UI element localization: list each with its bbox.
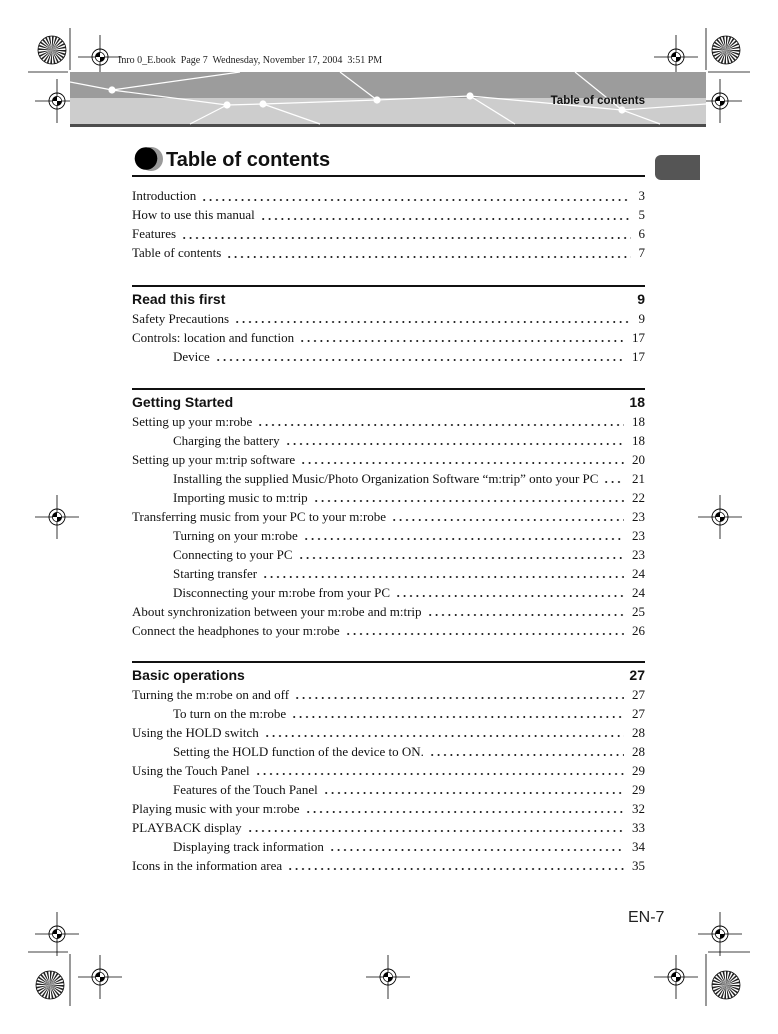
toc-entry-title: Using the HOLD switch [132, 724, 259, 740]
dot-leader [225, 243, 630, 262]
toc-entry [132, 309, 645, 328]
toc-entry [132, 186, 645, 205]
toc-entry-title: Transferring music from your PC to your m:robe [132, 508, 387, 524]
toc-entry-title: Playing music with your m:robe [132, 800, 300, 816]
toc-entry-page: 18 [632, 432, 645, 448]
registration-mark-icon [698, 495, 742, 539]
toc-entry-page: 24 [632, 565, 645, 581]
toc-entry-page: 22 [632, 489, 645, 505]
toc-entry-title: Controls: location and function [132, 329, 295, 345]
toc-subentry [132, 469, 645, 488]
toc-entry-page: 24 [632, 584, 645, 600]
running-head: Table of contents [550, 95, 645, 107]
dot-leader [297, 545, 624, 564]
page-number-label: EN-7 [628, 909, 665, 926]
toc-entry-page: 17 [632, 348, 645, 364]
registration-mark-icon [78, 955, 122, 999]
registration-mark-icon [366, 955, 410, 999]
toc-entry-title: Features [132, 226, 177, 241]
section-page: 9 [637, 290, 645, 307]
toc-entry-page: 17 [632, 329, 645, 345]
registration-target-icon [36, 971, 64, 999]
dot-leader [302, 526, 624, 545]
section-page: 18 [629, 393, 645, 410]
toc-entry-title: Setting up your m:trip software [132, 451, 296, 467]
dot-leader [293, 685, 624, 704]
toc-entry-title: To turn on the m:robe [173, 705, 287, 721]
dot-leader [322, 780, 624, 799]
toc-entry-page: 28 [632, 724, 645, 740]
section-title: Basic operations [132, 666, 245, 683]
section-page: 27 [629, 666, 645, 683]
toc-entry-page: 23 [632, 508, 645, 524]
section-heading [132, 390, 645, 412]
toc-entry-title: Turning the m:robe on and off [132, 686, 290, 702]
toc-entry-title: Using the Touch Panel [132, 762, 250, 778]
toc-intro-list [132, 186, 645, 262]
toc-subentry [132, 780, 645, 799]
toc-entry [132, 761, 645, 780]
dot-leader [299, 450, 624, 469]
toc-entry-title: Icons in the information area [132, 857, 283, 873]
toc-entry-title: Connecting to your PC [173, 546, 293, 562]
dot-leader [233, 309, 630, 328]
toc-entry-page: 35 [632, 857, 645, 873]
toc-entry-page: 9 [638, 310, 645, 326]
toc-entry-title: Setting up your m:robe [132, 413, 253, 429]
toc-entry-page: 33 [632, 819, 645, 835]
toc-entry-page: 32 [632, 800, 645, 816]
toc-entry-title: Charging the battery [173, 432, 280, 448]
section-heading [132, 663, 645, 685]
toc-section [132, 661, 645, 875]
dot-leader [246, 818, 624, 837]
section-heading [132, 287, 645, 309]
toc-entry-title: Disconnecting your m:robe from your PC [173, 584, 390, 600]
toc-entry-page: 29 [632, 762, 645, 778]
toc-entry [132, 621, 645, 640]
toc-entry [132, 602, 645, 621]
book-file-header: Inro 0_E.book Page 7 Wednesday, November 17, 2004 3:51 PM [118, 55, 383, 66]
toc-entry [132, 507, 645, 526]
toc-entry-page: 27 [632, 705, 645, 721]
toc-entry-title: Connect the headphones to your m:robe [132, 622, 340, 638]
toc-entry [132, 856, 645, 875]
toc-subentry [132, 742, 645, 761]
toc-subentry [132, 704, 645, 723]
toc-entry [132, 723, 645, 742]
page-title: Table of contents [166, 149, 331, 171]
toc-subentry [132, 431, 645, 450]
dot-leader [259, 205, 631, 224]
toc-subentry [132, 488, 645, 507]
toc-entry-title: Starting transfer [173, 565, 258, 581]
registration-mark-icon [698, 912, 742, 956]
dot-leader [290, 704, 624, 723]
registration-target-icon [712, 971, 740, 999]
dot-leader [254, 761, 624, 780]
toc-entry-title: About synchronization between your m:robe and m:trip [132, 603, 422, 619]
toc-entry-page: 3 [638, 188, 645, 203]
toc-entry-page: 29 [632, 781, 645, 797]
toc-entry-title: Table of contents [132, 245, 222, 260]
toc-entry-page: 34 [632, 838, 645, 854]
dot-leader [312, 488, 624, 507]
dot-leader [261, 564, 624, 583]
toc-entry-title: Safety Precautions [132, 310, 230, 326]
toc-entry-title: How to use this manual [132, 207, 255, 222]
dot-leader [428, 742, 624, 761]
dot-leader [328, 837, 624, 856]
dot-leader [394, 583, 624, 602]
toc-entry-page: 23 [632, 527, 645, 543]
toc-entry [132, 224, 645, 243]
toc-entry-page: 7 [638, 245, 645, 260]
thumb-index-tab [655, 155, 700, 180]
toc-entry-page: 20 [632, 451, 645, 467]
toc-entry-page: 25 [632, 603, 645, 619]
toc-entry [132, 412, 645, 431]
toc-entry [132, 450, 645, 469]
toc-entry-page: 6 [638, 226, 645, 241]
dot-leader [256, 412, 624, 431]
dot-leader [426, 602, 624, 621]
title-rule [132, 175, 645, 177]
dot-leader [602, 469, 624, 488]
dot-leader [200, 186, 630, 205]
dot-leader [284, 431, 624, 450]
toc-section [132, 285, 645, 366]
toc-entry-page: 26 [632, 622, 645, 638]
toc-entry-page: 28 [632, 743, 645, 759]
toc-entry-title: PLAYBACK display [132, 819, 242, 835]
toc-entry-title: Device [173, 348, 210, 364]
toc-entry-title: Introduction [132, 188, 197, 203]
toc-subentry [132, 564, 645, 583]
toc-entry-title: Importing music to m:trip [173, 489, 308, 505]
toc-entry [132, 205, 645, 224]
toc-entry-page: 21 [632, 470, 645, 486]
toc-entry-title: Turning on your m:robe [173, 527, 298, 543]
dot-leader [304, 799, 624, 818]
dot-leader [286, 856, 624, 875]
dot-leader [263, 723, 624, 742]
toc-entry-page: 18 [632, 413, 645, 429]
toc-entry-page: 5 [638, 207, 645, 222]
toc-entry [132, 328, 645, 347]
registration-target-icon [38, 36, 66, 64]
dot-leader [180, 224, 630, 243]
registration-mark-icon [35, 495, 79, 539]
dot-leader [214, 347, 624, 366]
toc-entry-title: Displaying track information [173, 838, 324, 854]
toc-subentry [132, 837, 645, 856]
toc-subentry [132, 347, 645, 366]
toc-entry [132, 799, 645, 818]
bullet-circle-icon [133, 146, 165, 172]
section-title: Getting Started [132, 393, 234, 410]
registration-mark-icon [35, 912, 79, 956]
toc-entry-title: Installing the supplied Music/Photo Organization Software “m:trip” onto your PC [173, 470, 599, 486]
dot-leader [298, 328, 624, 347]
toc-entry-page: 27 [632, 686, 645, 702]
toc-entry-page: 23 [632, 546, 645, 562]
toc-subentry [132, 545, 645, 564]
toc-entry [132, 818, 645, 837]
toc-entry-title: Setting the HOLD function of the device to ON. [173, 743, 424, 759]
dot-leader [390, 507, 624, 526]
toc-subentry [132, 526, 645, 545]
toc-section [132, 388, 645, 640]
toc-subentry [132, 583, 645, 602]
toc-entry [132, 685, 645, 704]
dot-leader [344, 621, 624, 640]
section-title: Read this first [132, 290, 226, 307]
registration-mark-icon [654, 955, 698, 999]
toc-entry-title: Features of the Touch Panel [173, 781, 318, 797]
toc-entry [132, 243, 645, 262]
registration-target-icon [712, 36, 740, 64]
